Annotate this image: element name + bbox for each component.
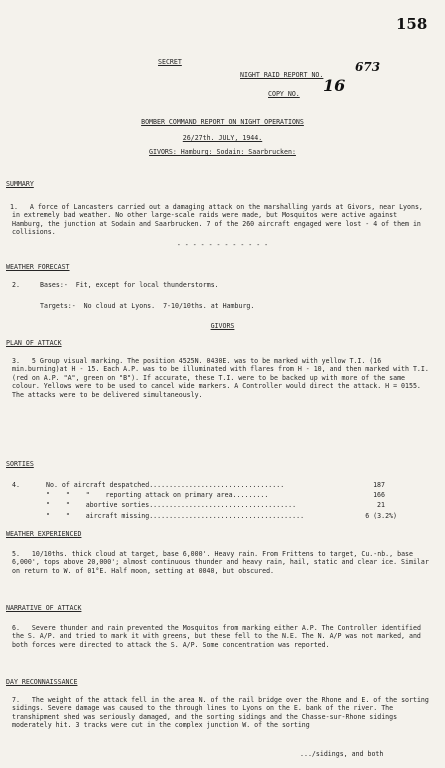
weather-experienced-text: 10/10ths. thick cloud at target, base 6,000'. Heavy rain. From Frittens to target, Cu.-nb., base 6,000', tops above 20,000'; almost continuous thunder and heavy rain, hail, static and clear ice. Similar on return to W. of 01°E. Half moon, setting at 0040, but obscured. [12, 550, 429, 575]
paragraph-number: 3. [12, 357, 20, 365]
narrative-paragraph [12, 624, 432, 649]
plan-paragraph [12, 357, 432, 399]
report-no-label: NIGHT RAID REPORT NO. [240, 71, 324, 79]
sorties-row-missing: " " aircraft missing....................................... [46, 512, 305, 520]
sorties-value-abortive: 21 [377, 501, 385, 509]
forecast-targets: Targets:- No cloud at Lyons. 7-10/10ths. at Hamburg. [40, 302, 255, 310]
paragraph-number: 5. [12, 550, 20, 558]
section-heading-sorties: SORTIES [6, 460, 34, 468]
section-heading-weather-forecast: WEATHER FORECAST [6, 263, 70, 271]
page-number: 158 [396, 15, 428, 33]
classification-marking: SECRET [158, 58, 182, 66]
section-heading-day-recon: DAY RECONNAISSANCE [6, 678, 78, 686]
sorties-value-primary: 166 [373, 491, 385, 499]
report-no-value: 673 [355, 60, 381, 74]
summary-text: A force of Lancasters carried out a damaging attack on the marshalling yards at Givors, near Lyons, in extremely bad weather. No other large-scale raids were made, but Mosquitos were active against Hamburg, the junction at Sodain and Saarbrucken. 7 of the 260 aircraft engaged were lost - 4 of them in collisions. [12, 203, 423, 237]
narrative-text: Severe thunder and rain prevented the Mosquitos from marking either A.P. The Controller identified the S. A/P. and tried to mark it with greens, but these fell to the N.E. The N. A/P was not marked, and both forces were directed to attack the S. A/P. Some concentration was reported. [12, 624, 421, 649]
targets-line: GIVORS: Hamburg: Sodain: Saarbrucken: [149, 148, 296, 156]
continuation-marker: .../sidings, and both [300, 750, 384, 758]
summary-paragraph [12, 203, 432, 237]
section-heading-summary: SUMMARY [6, 180, 34, 188]
report-date: 26/27th. JULY, 1944. [182, 134, 263, 142]
paragraph-number: 6. [12, 624, 20, 632]
paragraph-number: 1. [10, 203, 18, 211]
section-divider: - - - - - - - - - - - - [176, 241, 269, 249]
section-heading-plan: PLAN OF ATTACK [6, 339, 62, 347]
paragraph-number: 7. [12, 696, 20, 704]
section-heading-weather-experienced: WEATHER EXPERIENCED [6, 530, 82, 538]
paragraph-number: 4. [12, 481, 20, 489]
sorties-row-abortive: " " abortive sorties..................................... [46, 501, 297, 509]
forecast-bases: Bases:- Fit, except for local thunderstorms. [40, 281, 219, 289]
paragraph-number: 2. [12, 281, 20, 289]
sorties-value-missing: 6 (3.2%) [365, 512, 397, 520]
day-recon-paragraph [12, 696, 432, 730]
sorties-row-despatched: No. of aircraft despatched.................................. [46, 481, 285, 489]
plan-text: 5 Group visual marking. The position 4525N. 0430E. was to be marked with yellow T.I. (16 min.burning)at H - 15. Each A.P. was to be illuminated with flares from H - 10, and then marked with T.I. (red on A.P. "A", green on "B"). If accurate, these T.I. were to be backed up with more of the same colour. Yellows were to be used to cancel wide markers. A Controller would direct the attack. H = 0155. The attacks were to be delivered simultaneously. [12, 357, 429, 399]
day-recon-text: The weight of the attack fell in the area N. of the rail bridge over the Rhone and E. of the sorting sidings. Severe damage was caused to the through lines to Lyons on the E. bank of the river. The transhipment shed was seriously damaged, and the sorting sidings and the Chasse-sur-Rhone sidings moderately hit. 3 tracks were cut in the complex junction W. of the sorting [12, 696, 429, 730]
sorties-value-despatched: 187 [373, 481, 385, 489]
copy-no-label: COPY NO. [268, 90, 300, 98]
section-heading-narrative: NARRATIVE OF ATTACK [6, 604, 82, 612]
copy-no-value: 16 [323, 76, 346, 95]
sorties-row-primary: " " " reporting attack on primary area......... [46, 491, 269, 499]
target-heading-givors: GIVORS [210, 322, 235, 330]
weather-experienced-paragraph [12, 550, 432, 575]
report-title: BOMBER COMMAND REPORT ON NIGHT OPERATIONS [141, 118, 304, 126]
